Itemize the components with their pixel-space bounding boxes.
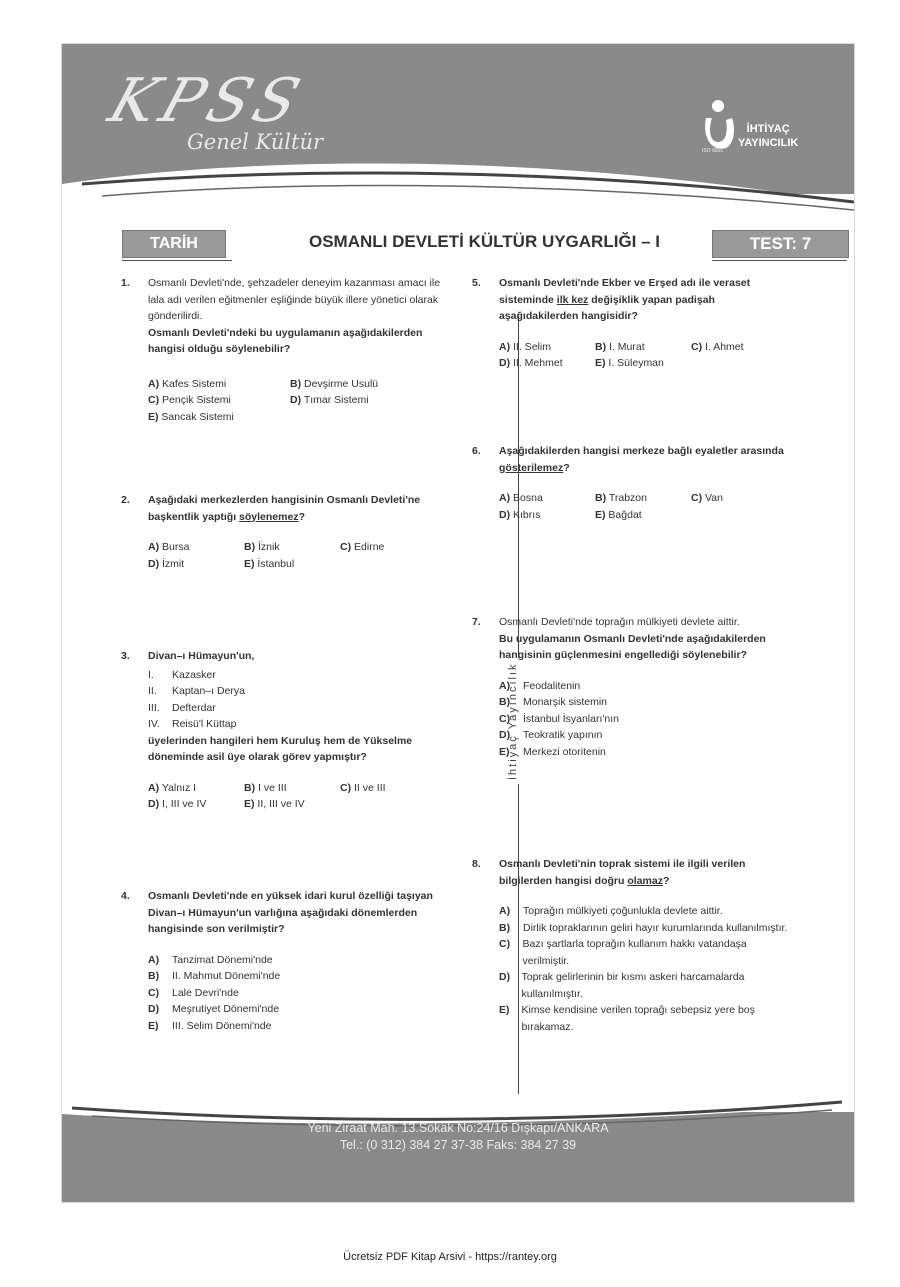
options [499, 903, 791, 1035]
option-e[interactable]: E) Bağdat [595, 508, 642, 521]
title-underline-left [122, 260, 232, 261]
option-b[interactable]: B) İznik [244, 541, 280, 553]
question-number: 7. [472, 616, 481, 628]
option-text: Van [705, 492, 723, 504]
option-d[interactable] [499, 727, 791, 744]
option-text: Devşirme Usulü [304, 377, 379, 390]
option-d[interactable]: D) I, III ve IV [148, 798, 207, 810]
options [148, 376, 448, 426]
option-text: Trabzon [608, 492, 647, 504]
option-text: Pençik Sistemi [162, 394, 231, 406]
option-text: Kafes Sistemi [162, 377, 227, 390]
kpss-logo: KPSS [100, 66, 314, 136]
option-text: Lale Devri'nde [172, 986, 239, 999]
question-number: 2. [121, 494, 130, 506]
option-a[interactable]: A) II. Selim [499, 340, 551, 353]
question-ask [499, 275, 791, 325]
list-text: Kazasker [172, 668, 216, 681]
site-credit: Ücretsiz PDF Kitap Arsivi - https://rantey.org [343, 1251, 557, 1263]
question-stem: Divan–ı Hümayun'un, [148, 650, 255, 662]
option-b[interactable]: B) I. Murat [595, 340, 645, 353]
options [499, 490, 791, 523]
question-6 [472, 443, 791, 523]
option-c[interactable]: C) II ve III [340, 781, 386, 794]
title-bar [122, 230, 847, 260]
option-c[interactable] [148, 985, 448, 1002]
question-4 [121, 888, 448, 1034]
option-b[interactable] [499, 694, 791, 711]
ask-end: ? [662, 874, 670, 887]
option-text: I. Ahmet [705, 340, 744, 353]
ask-emphasis: gösterilemez [499, 461, 564, 474]
option-text: II. Mehmet [513, 357, 563, 369]
subject-tag: TARİH [122, 230, 226, 258]
option-key: C) [499, 712, 511, 725]
question-ask: üyelerinden hangileri hem Kuruluş hem de Yükselme döneminde asil üye olarak görev yapmıştır? [148, 734, 413, 763]
ask-end: değişiklik yapan padişah aşağıdakilerden hangisidir? [499, 293, 715, 322]
option-text: Bosna [513, 492, 543, 504]
option-d[interactable]: D) Tımar Sistemi [290, 394, 369, 406]
option-key: A) [148, 953, 160, 966]
option-text: Meşrutiyet Dönemi'nde [172, 1003, 280, 1015]
option-text: İstanbul İsyanları'nın [523, 712, 619, 725]
question-number: 3. [121, 650, 130, 662]
question-2 [121, 492, 448, 572]
question-1 [121, 275, 448, 425]
option-a[interactable] [499, 678, 791, 695]
option-text: Dirlik topraklarının geliri hayır kurumlarında kullanılmıştır. [523, 921, 788, 934]
options [148, 952, 448, 1035]
option-text: I ve III [258, 781, 287, 794]
list-text: Defterdar [172, 701, 216, 714]
list-key: I. [148, 668, 154, 681]
address-line: Yeni Ziraat Mah. 13.Sokak No:24/16 Dışkapı/ANKARA [307, 1121, 609, 1135]
option-d[interactable]: D) İzmit [148, 557, 185, 570]
option-b[interactable]: B) Devşirme Usulü [290, 377, 379, 390]
question-ask [148, 492, 448, 525]
page-sheet [62, 44, 854, 1202]
option-key: D) [499, 971, 511, 983]
title-underline-right [712, 260, 847, 261]
option-a[interactable]: A) Bursa [148, 541, 190, 553]
ask-text: Aşağıdakilerden hangisi merkeze bağlı eyaletler arasında [499, 445, 784, 457]
option-c[interactable]: C) I. Ahmet [691, 340, 744, 353]
option-d[interactable]: D) II. Mehmet [499, 357, 563, 369]
option-text: Bağdat [608, 508, 642, 521]
option-c[interactable]: C) Van [691, 492, 723, 504]
option-key: E) [499, 745, 510, 758]
option-key: E) [148, 1019, 159, 1032]
option-b[interactable]: B) Trabzon [595, 492, 647, 504]
question-ask: Osmanlı Devleti'nde en yüksek idari kurul özelliği taşıyan Divan–ı Hümayun'un varlığına aşağıdaki dönemlerden hangisinde son verilmiştir? [148, 890, 433, 935]
option-c[interactable] [499, 936, 791, 969]
publisher-line-2: YAYINCILIK [738, 137, 799, 149]
phone-line: Tel.: (0 312) 384 27 37-38 Faks: 384 27 39 [339, 1138, 577, 1152]
option-text: Teokratik yapının [523, 729, 603, 741]
ask-text: Osmanlı Devleti'nde Ekber ve Erşed adı ile veraset sisteminde [499, 277, 751, 306]
option-text: III. Selim Dönemi'nde [172, 1019, 272, 1032]
option-text: İznik [258, 541, 280, 553]
option-text: Tanzimat Dönemi'nde [172, 953, 273, 966]
options [499, 339, 791, 372]
option-text: Bazı şartlarla toprağın kullanım hakkı vatandaşa verilmiştir. [522, 938, 747, 967]
option-text: Bursa [162, 541, 190, 553]
question-number: 5. [472, 277, 481, 289]
option-e[interactable]: E) Sancak Sistemi [148, 410, 234, 423]
question-7 [472, 614, 791, 760]
option-text: Toprak gelirlerinin bir kısmı askeri harcamalarda kullanılmıştır. [521, 971, 745, 1000]
option-text: II ve III [354, 781, 386, 794]
question-stem: Osmanlı Devleti'nde toprağın mülkiyeti devlete aittir. [499, 616, 740, 628]
question-number: 6. [472, 445, 481, 457]
question-stem: Osmanlı Devleti'nde, şehzadeler deneyim kazanması amacı ile lala adı verilen eğitmenler eşliğinde büyük illere yönetici olarak gönderilirdi. [148, 277, 441, 322]
question-number: 1. [121, 277, 130, 289]
option-text: Edirne [354, 541, 385, 553]
option-text: I. Murat [609, 340, 645, 353]
option-text: Feodalitenin [523, 679, 581, 692]
option-text: Kimse kendisine verilen toprağı sebepsiz yere boş bırakamaz. [521, 1004, 755, 1033]
ask-emphasis: olamaz [627, 874, 663, 887]
option-text: Tımar Sistemi [303, 394, 369, 406]
options [499, 678, 791, 761]
option-d[interactable]: D) Kıbrıs [499, 508, 541, 521]
list-item [148, 716, 448, 733]
option-d[interactable] [148, 1001, 448, 1018]
option-key: A) [499, 679, 511, 692]
option-d[interactable] [499, 969, 791, 1002]
list-item [148, 683, 448, 700]
option-b[interactable] [499, 920, 791, 937]
option-e[interactable]: E) İstanbul [244, 557, 295, 570]
question-number: 4. [121, 890, 130, 902]
option-a[interactable] [499, 903, 791, 920]
option-text: I. Süleyman [608, 357, 664, 369]
option-c[interactable]: C) Edirne [340, 541, 385, 553]
option-key: B) [499, 921, 511, 934]
ask-emphasis: ilk kez [556, 293, 589, 306]
option-b[interactable]: B) I ve III [244, 781, 287, 794]
iso-badge: ISO 9001 [702, 148, 724, 154]
list-item [148, 667, 448, 684]
option-text: Kıbrıs [513, 508, 541, 521]
roman-list [148, 667, 448, 733]
option-text: İstanbul [257, 557, 295, 570]
option-text: II, III ve IV [257, 798, 305, 810]
option-text: Sancak Sistemi [161, 410, 234, 423]
option-key: C) [148, 986, 160, 999]
option-key: D) [499, 729, 511, 741]
publisher-line-1: İHTİYAÇ [746, 123, 790, 135]
option-a[interactable]: A) Yalnız I [148, 781, 197, 794]
question-3 [121, 648, 448, 813]
question-ask [499, 856, 791, 889]
option-e[interactable] [148, 1018, 448, 1035]
option-text: I, III ve IV [162, 798, 207, 810]
option-e[interactable]: E) I. Süleyman [595, 357, 664, 369]
footer-address [62, 1120, 854, 1154]
option-key: B) [499, 696, 511, 708]
option-a[interactable] [148, 952, 448, 969]
option-text: II. Mahmut Dönemi'nde [172, 970, 281, 982]
question-8 [472, 856, 791, 1035]
list-key: III. [148, 701, 160, 714]
logo-subtitle: Genel Kültür [187, 130, 324, 154]
option-key: D) [148, 1003, 160, 1015]
list-text: Kaptan–ı Derya [172, 685, 245, 697]
side-watermark: İhtiyaç Yayıncılık [507, 658, 519, 784]
question-ask: Osmanlı Devleti'ndeki bu uygulamanın aşağıdakilerden hangisi olduğu söylenebilir? [148, 326, 423, 355]
option-text: Monarşik sistemin [523, 696, 608, 708]
option-c[interactable] [499, 711, 791, 728]
question-5 [472, 275, 791, 372]
list-key: IV. [148, 718, 160, 730]
question-ask: Bu uygulamanın Osmanlı Devleti'nde aşağıdakilerden hangisinin güçlenmesini engellediği söylenebilir? [499, 632, 766, 661]
option-a[interactable]: A) Kafes Sistemi [148, 377, 227, 390]
option-key: A) [499, 905, 511, 917]
option-text: II. Selim [513, 340, 551, 353]
ask-end: ? [298, 510, 305, 523]
option-text: Yalnız I [161, 781, 197, 794]
option-e[interactable] [499, 1002, 791, 1035]
page-title: OSMANLI DEVLETİ KÜLTÜR UYGARLIĞI – I [308, 232, 661, 251]
option-key: E) [499, 1004, 510, 1016]
option-b[interactable] [148, 968, 448, 985]
publisher-name [738, 122, 798, 150]
option-text: Toprağın mülkiyeti çoğunlukla devlete aittir. [523, 905, 723, 917]
list-text: Reisü'l Küttap [172, 718, 237, 730]
option-key: B) [148, 970, 160, 982]
option-text: İzmit [162, 557, 185, 570]
list-item [148, 700, 448, 717]
option-c[interactable]: C) Pençik Sistemi [148, 394, 231, 406]
ask-end: ? [563, 461, 570, 474]
ask-text: Aşağıdaki merkezlerden hangisinin Osmanlı Devleti'ne başkentlik yaptığı [148, 494, 421, 523]
question-ask [499, 443, 791, 476]
test-tag: TEST: 7 [712, 230, 849, 258]
option-a[interactable]: A) Bosna [499, 492, 543, 504]
ask-emphasis: söylenemez [239, 510, 299, 523]
option-text: Merkezi otoritenin [523, 745, 606, 758]
option-e[interactable]: E) II, III ve IV [244, 798, 305, 810]
option-key: C) [499, 938, 511, 950]
ask-text: Osmanlı Devleti'nin toprak sistemi ile ilgili verilen bilgilerden hangisi doğru [499, 858, 746, 887]
list-key: II. [148, 685, 157, 697]
question-number: 8. [472, 858, 481, 870]
options [148, 539, 448, 572]
options [148, 780, 448, 813]
option-e[interactable] [499, 744, 791, 761]
